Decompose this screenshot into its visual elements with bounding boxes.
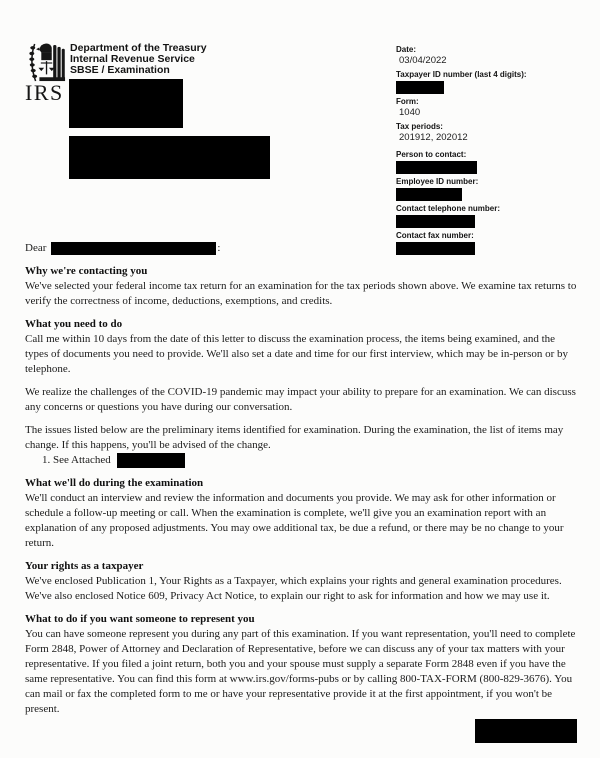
redacted-attachment-name — [117, 453, 185, 468]
employee-id-label: Employee ID number: — [396, 177, 479, 186]
examination-item-row — [25, 453, 578, 468]
info-item-date — [396, 45, 586, 67]
taxpayer-id-label: Taxpayer ID number (last 4 digits): — [396, 70, 527, 79]
paragraph: We'll conduct an interview and review the information and documents you provide. We may ask for other information or schedule a follow-up meeting or call. When the examination is complete, we'll give you an examination report with an explanation of any proposed adjustments. You may owe additional tax, be due a refund, or there may be no change to your return. — [25, 492, 564, 549]
redacted-return-address — [69, 79, 183, 128]
section-why-contacting — [25, 264, 578, 309]
examination-item-text: 1. See Attached — [42, 454, 111, 466]
paragraph: Call me within 10 days from the date of this letter to discuss the examination process, the items being examined, and the types of documents you need to provide. We'll also set a date and time for our first interview, which may be in-person or by telephone. — [25, 333, 569, 375]
agency-line-sbse: SBSE / Examination — [70, 64, 170, 76]
info-item-contact-telephone — [396, 204, 586, 228]
info-item-person-to-contact — [396, 150, 586, 174]
paragraph: The issues listed below are the preliminary items identified for examination. During the examination, the list of items may change. If this happens, you'll be advised of the change. — [25, 424, 564, 451]
redacted-employee-id — [396, 188, 462, 201]
salutation — [25, 241, 578, 256]
paragraph: We realize the challenges of the COVID-19 pandemic may impact your ability to prepare for an examination. We can discuss any concerns or questions you have during our conversation. — [25, 386, 576, 413]
tax-periods-value: 201912, 202012 — [399, 132, 468, 143]
salutation-prefix: Dear — [25, 242, 47, 254]
redacted-signature-stamp — [475, 719, 577, 743]
redacted-person-to-contact — [396, 161, 477, 174]
irs-wordmark: IRS — [25, 80, 64, 105]
section-heading: What to do if you want someone to represent you — [25, 613, 255, 625]
agency-line-irs: Internal Revenue Service — [70, 53, 195, 65]
contact-telephone-label: Contact telephone number: — [396, 204, 501, 213]
redacted-taxpayer-id — [396, 81, 444, 94]
section-what-you-need-to-do — [25, 317, 578, 468]
section-during-examination — [25, 476, 578, 551]
redacted-contact-telephone — [396, 215, 475, 228]
info-item-employee-id — [396, 177, 586, 201]
form-label: Form: — [396, 97, 419, 106]
section-heading: What we'll do during the examination — [25, 477, 204, 489]
section-heading: Why we're contacting you — [25, 265, 148, 277]
letter-body — [25, 241, 578, 717]
info-item-form — [396, 97, 586, 119]
contact-info-panel — [396, 45, 586, 258]
tax-periods-label: Tax periods: — [396, 122, 443, 131]
paragraph: We've enclosed Publication 1, Your Rights as a Taxpayer, which explains your rights and general examination procedures. We've also enclosed Notice 609, Privacy Act Notice, to explain our right to ask for information and how we may use it. — [25, 575, 562, 602]
salutation-suffix: : — [217, 242, 221, 254]
contact-fax-label: Contact fax number: — [396, 231, 474, 240]
agency-block — [70, 43, 207, 76]
section-heading: Your rights as a taxpayer — [25, 560, 144, 572]
info-item-taxpayer-id — [396, 70, 586, 94]
section-heading: What you need to do — [25, 318, 123, 330]
section-taxpayer-rights — [25, 559, 578, 604]
redacted-recipient-name — [51, 242, 216, 255]
info-item-tax-periods — [396, 122, 586, 144]
date-label: Date: — [396, 45, 417, 54]
redacted-recipient-address — [69, 136, 270, 179]
section-representation — [25, 612, 578, 717]
paragraph: We've selected your federal income tax return for an examination for the tax periods shown above. We examine tax returns to verify the correctness of income, deductions, exemptions, and credits. — [25, 280, 577, 307]
agency-line-treasury: Department of the Treasury — [70, 42, 207, 54]
form-value: 1040 — [399, 107, 421, 118]
date-value: 03/04/2022 — [399, 55, 447, 66]
paragraph: You can have someone represent you during any part of this examination. If you want representation, you'll need to complete Form 2848, Power of Attorney and Declaration of Representative, before we can discuss any of your tax matters with your representative. If you filed a joint return, both you and your spouse must supply a separate Form 2848 even if you have the same representative. You can find this form at www.irs.gov/forms-pubs or by calling 800-TAX-FORM (800-829-3676). You can mail or fax the completed form to me or have your representative provide it at the first appointment, if you won't be present. — [25, 628, 576, 715]
person-to-contact-label: Person to contact: — [396, 150, 467, 159]
